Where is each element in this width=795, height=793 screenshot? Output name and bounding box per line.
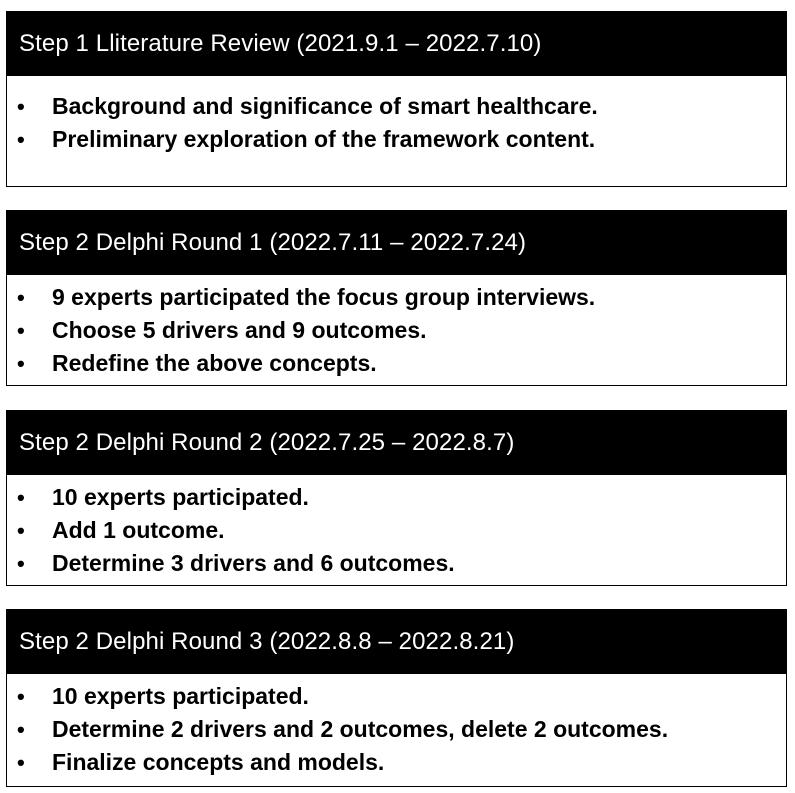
bullet-icon: • <box>17 317 25 343</box>
step-header: Step 1 Lliterature Review (2021.9.1 – 2022.7.10) <box>7 12 786 76</box>
bullet-item <box>7 547 786 580</box>
step-header: Step 2 Delphi Round 2 (2022.7.25 – 2022.8.7) <box>7 411 786 475</box>
bullet-text: 10 experts participated. <box>52 484 309 510</box>
bullet-item <box>7 123 786 156</box>
bullet-text: Choose 5 drivers and 9 outcomes. <box>52 317 427 343</box>
step-body <box>7 76 786 156</box>
step-box-literature-review <box>6 11 787 187</box>
bullet-text: Add 1 outcome. <box>52 517 225 543</box>
step-header: Step 2 Delphi Round 1 (2022.7.11 – 2022.7.24) <box>7 211 786 275</box>
step-body <box>7 674 786 779</box>
bullet-text: 10 experts participated. <box>52 683 309 709</box>
bullet-item <box>7 514 786 547</box>
bullet-item <box>7 680 786 713</box>
bullet-item <box>7 746 786 779</box>
step-box-delphi-round-2 <box>6 410 787 586</box>
step-body <box>7 475 786 580</box>
bullet-icon: • <box>17 284 25 310</box>
bullet-item <box>7 314 786 347</box>
bullet-icon: • <box>17 93 25 119</box>
step-box-delphi-round-3 <box>6 609 787 787</box>
bullet-icon: • <box>17 126 25 152</box>
step-body <box>7 275 786 380</box>
bullet-icon: • <box>17 517 25 543</box>
bullet-item <box>7 281 786 314</box>
bullet-icon: • <box>17 550 25 576</box>
bullet-text: Finalize concepts and models. <box>52 749 385 775</box>
bullet-item <box>7 481 786 514</box>
bullet-item <box>7 90 786 123</box>
bullet-icon: • <box>17 484 25 510</box>
bullet-text: Determine 2 drivers and 2 outcomes, delete 2 outcomes. <box>52 716 669 742</box>
step-header: Step 2 Delphi Round 3 (2022.8.8 – 2022.8.21) <box>7 610 786 674</box>
bullet-text: Preliminary exploration of the framework content. <box>52 126 596 152</box>
step-box-delphi-round-1 <box>6 210 787 386</box>
bullet-text: Determine 3 drivers and 6 outcomes. <box>52 550 455 576</box>
bullet-icon: • <box>17 683 25 709</box>
bullet-icon: • <box>17 350 25 376</box>
bullet-item <box>7 347 786 380</box>
bullet-icon: • <box>17 749 25 775</box>
bullet-item <box>7 713 786 746</box>
bullet-text: Redefine the above concepts. <box>52 350 377 376</box>
bullet-icon: • <box>17 716 25 742</box>
bullet-text: 9 experts participated the focus group interviews. <box>52 284 596 310</box>
bullet-text: Background and significance of smart healthcare. <box>52 93 598 119</box>
